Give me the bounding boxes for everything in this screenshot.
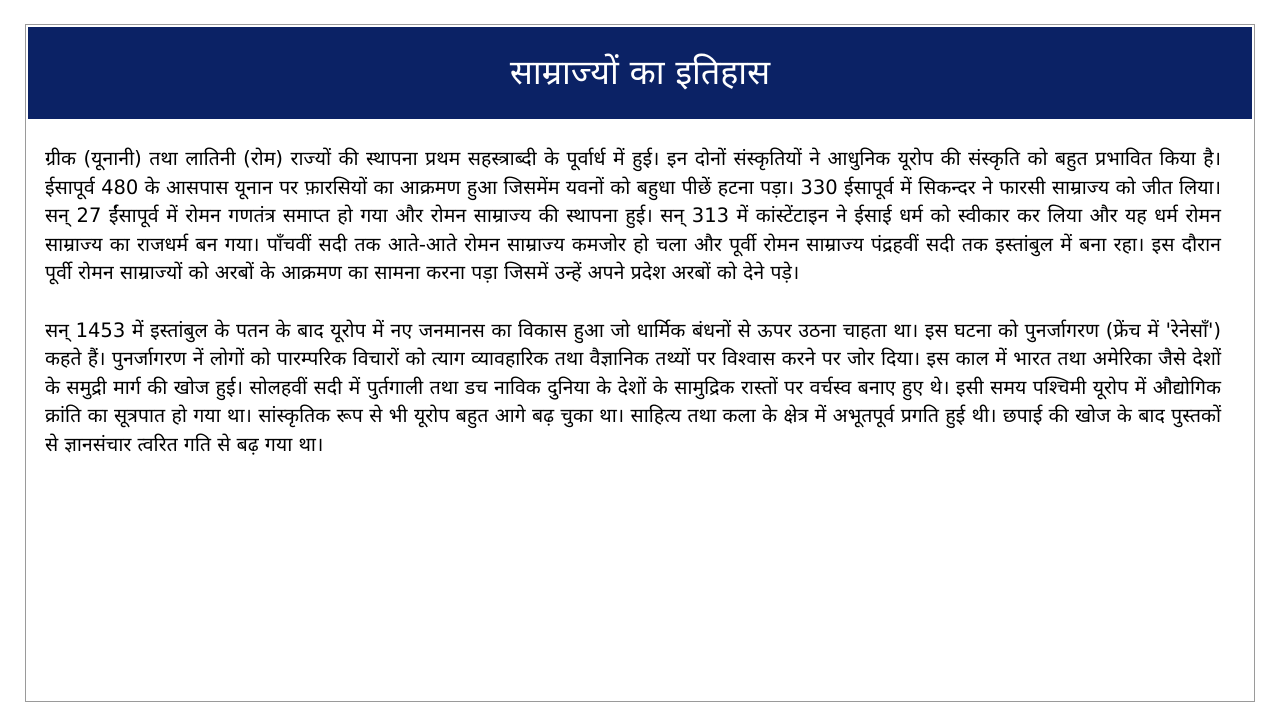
slide-title: साम्राज्यों का इतिहास <box>509 53 771 93</box>
paragraph-ancient-empires: ग्रीक (यूनानी) तथा लातिनी (रोम) राज्यों की स्थापना प्रथम सहस्त्राब्दी के पूर्वार्ध में हुई। इन दोनों संस्कृतियों ने आधुनिक यूरोप की संस्कृति को बहुत प्रभावित किया है। ईसापूर्व 480 के आसपास यूनान पर फ़ारसियों का आक्रमण हुआ जिसमेंम यवनों को बहुधा पीछें हटना पड़ा। 330 ईसापूर्व में सिकन्दर ने फारसी साम्राज्य को जीत लिया। सन् 27 ईंसापूर्व में रोमन गणतंत्र समाप्त हो गया और रोमन साम्राज्य की स्थापना हुई। सन् 313 में कांस्टेंटाइन ने ईसाई धर्म को स्वीकार कर लिया और यह धर्म रोमन साम्राज्य का राजधर्म बन गया। पाँचवीं सदी तक आते-आते रोमन साम्राज्य कमजोर हो चला और पूर्वी रोमन साम्राज्य पंद्रहवीं सदी तक इस्तांबुल में बना रहा। इस दौरान पूर्वी रोमन साम्राज्यों को अरबों के आक्रमण का सामना करना पड़ा जिसमें उन्हें अपने प्रदेश अरबों को देने पड़े। <box>45 147 1221 285</box>
slide <box>25 24 1255 702</box>
paragraph-renaissance: सन् 1453 में इस्तांबुल के पतन के बाद यूरोप में नए जनमानस का विकास हुआ जो धार्मिक बंधनों से ऊपर उठना चाहता था। इस घटना को पुनर्जागरण (फ्रेंच में 'रेनेसाँ') कहते हैं। पुनर्जागरण नें लोगों को पारम्परिक विचारों को त्याग व्यावहारिक तथा वैज्ञानिक तथ्यों पर विश्वास करने पर जोर दिया। इस काल में भारत तथा अमेरिका जैसे देशों के समुद्री मार्ग की खोज हुई। सोलहवीं सदी में पुर्तगाली तथा डच नाविक दुनिया के देशों के सामुद्रिक रास्तों पर वर्चस्व बनाए हुए थे। इसी समय पश्चिमी यूरोप में औद्योगिक क्रांति का सूत्रपात हो गया था। सांस्कृतिक रूप से भी यूरोप बहुत आगे बढ़ चुका था। साहित्य तथा कला के क्षेत्र में अभूतपूर्व प्रगति हुई थी। छपाई की खोज के बाद पुस्तकों से ज्ञानसंचार त्वरित गति से बढ़ गया था। <box>45 318 1221 456</box>
title-bar <box>28 27 1252 119</box>
slide-body <box>45 145 1221 460</box>
